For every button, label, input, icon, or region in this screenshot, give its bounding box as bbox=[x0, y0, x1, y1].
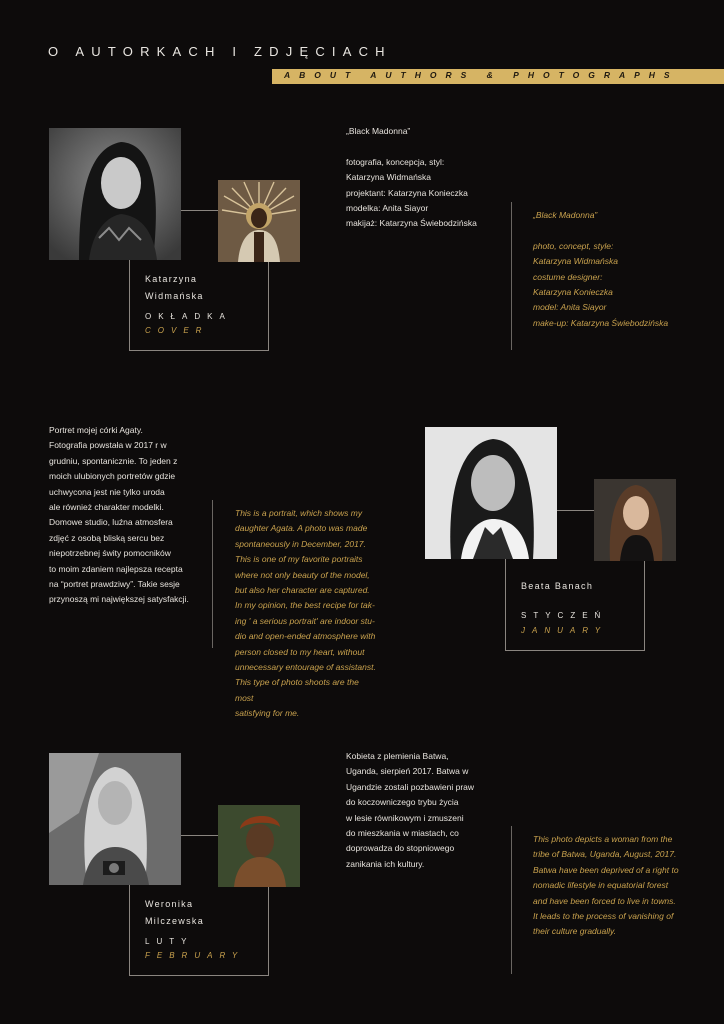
text-line: uchwycona jest nie tylko uroda bbox=[49, 486, 165, 497]
text-line: moich ulubionych portretów gdzie bbox=[49, 471, 176, 482]
connector-line bbox=[557, 510, 594, 511]
divider-line bbox=[511, 826, 512, 974]
text-line: This is a portrait, which shows my bbox=[235, 508, 363, 518]
text-line: costume designer: bbox=[533, 271, 603, 282]
description-pl bbox=[49, 423, 192, 608]
text-line: na “portret prawdziwy”. Takie sesje bbox=[49, 579, 180, 590]
author-portrait-photo bbox=[49, 753, 181, 885]
text-line: and have been forced to live in towns. bbox=[533, 895, 676, 906]
connector-line bbox=[181, 835, 218, 836]
text-line: fotografia, koncepcja, styl: bbox=[346, 156, 445, 167]
author-name bbox=[145, 271, 204, 305]
text-line: przynoszą mi największej satysfakcji. bbox=[49, 594, 189, 605]
connector-line bbox=[181, 210, 218, 211]
author-last-name: Milczewska bbox=[145, 916, 205, 926]
page-subtitle: ABOUT AUTHORS & PHOTOGRAPHS bbox=[284, 70, 679, 80]
text-line: Katarzyna Widmańska bbox=[533, 256, 618, 267]
description-pl bbox=[346, 749, 489, 872]
text-line: Uganda, sierpień 2017. Batwa w bbox=[346, 766, 469, 777]
text-line: Fotografia powstała w 2017 r w bbox=[49, 440, 167, 451]
text-line: This type of photo shoots are the most bbox=[235, 677, 359, 703]
divider-line bbox=[212, 500, 213, 648]
text-line: ale również charakter modelki. bbox=[49, 502, 164, 513]
author-portrait-photo bbox=[49, 128, 181, 260]
month-label-en: COVER bbox=[145, 326, 209, 335]
text-line: Domowe studio, luźna atmosfera bbox=[49, 517, 173, 528]
text-line: modelka: Anita Siayor bbox=[346, 203, 429, 214]
text-line: „Black Madonna” bbox=[346, 126, 411, 136]
month-label-pl: STYCZEŃ bbox=[521, 611, 608, 620]
author-name bbox=[145, 896, 204, 930]
text-line: spontaneously in December, 2017. bbox=[235, 538, 366, 549]
text-line: In my opinion, the best recipe for tak- bbox=[235, 600, 375, 611]
text-line: w lesie równikowym i zmuszeni bbox=[346, 812, 464, 823]
description-en bbox=[235, 506, 379, 722]
text-line bbox=[533, 223, 668, 238]
text-line: projektant: Katarzyna Konieczka bbox=[346, 187, 468, 198]
text-line: zdjęć z osobą bliską sercu bez bbox=[49, 532, 165, 543]
text-line: dio and open-ended atmosphere with bbox=[235, 631, 376, 642]
month-label-pl: LUTY bbox=[145, 937, 194, 946]
page-title: O AUTORKACH I ZDJĘCIACH bbox=[48, 44, 392, 59]
text-line: but also her character are captured. bbox=[235, 585, 370, 596]
text-line: Portret mojej córki Agaty. bbox=[49, 425, 143, 435]
author-first-name: Katarzyna bbox=[145, 274, 198, 284]
text-line: Batwa have been deprived of a right to bbox=[533, 864, 679, 875]
text-line: zanikania ich kultury. bbox=[346, 858, 425, 869]
text-line: Katarzyna Widmańska bbox=[346, 172, 432, 183]
text-line bbox=[346, 139, 477, 154]
description-en bbox=[533, 208, 668, 331]
text-line: tribe of Batwa, Uganda, August, 2017. bbox=[533, 849, 677, 860]
text-line: It leads to the process of vanishing of bbox=[533, 911, 674, 922]
description-en bbox=[533, 832, 679, 940]
divider-line bbox=[511, 202, 512, 350]
text-line: make-up: Katarzyna Świebodzińska bbox=[533, 317, 669, 328]
author-portrait-photo bbox=[425, 427, 557, 559]
text-line: nomadic lifestyle in equatorial forest bbox=[533, 880, 669, 891]
text-line: Katarzyna Konieczka bbox=[533, 287, 613, 298]
text-line: do koczowniczego trybu życia bbox=[346, 797, 459, 808]
text-line: where not only beauty of the model, bbox=[235, 569, 370, 580]
month-label-en: FEBRUARY bbox=[145, 951, 245, 960]
month-label-en: JANUARY bbox=[521, 626, 608, 635]
text-line: model: Anita Siayor bbox=[533, 302, 607, 313]
description-pl bbox=[346, 124, 477, 232]
text-line: photo, concept, style: bbox=[533, 240, 614, 251]
text-line: niepotrzebnej świty pomocników bbox=[49, 548, 171, 559]
text-line: to moim zdaniem najlepsza recepta bbox=[49, 563, 183, 574]
text-line: unnecessary entourage of assistanst. bbox=[235, 662, 376, 673]
author-first-name: Weronika bbox=[145, 899, 194, 909]
text-line: „Black Madonna” bbox=[533, 210, 598, 220]
text-line: makijaż: Katarzyna Świebodzińska bbox=[346, 218, 477, 229]
text-line: ing ' a serious portrait' are indoor stu- bbox=[235, 615, 375, 626]
text-line: grudniu, spontanicznie. To jeden z bbox=[49, 455, 178, 466]
text-line: daughter Agata. A photo was made bbox=[235, 523, 368, 534]
author-last-name: Widmańska bbox=[145, 291, 204, 301]
text-line: This is one of my favorite portraits bbox=[235, 554, 363, 565]
portrait-photo-agata bbox=[594, 479, 676, 561]
cover-photo-black-madonna bbox=[218, 180, 300, 262]
portrait-photo-batwa-woman bbox=[218, 805, 300, 887]
text-line: Kobieta z plemienia Batwa, bbox=[346, 751, 449, 761]
text-line: their culture gradually. bbox=[533, 926, 616, 937]
text-line: This photo depicts a woman from the bbox=[533, 834, 673, 844]
text-line: person closed to my heart, without bbox=[235, 646, 365, 657]
text-line: doprowadza do stopniowego bbox=[346, 843, 455, 854]
text-line: do mieszkania w miastach, co bbox=[346, 828, 459, 839]
text-line: satisfying for me. bbox=[235, 708, 300, 719]
text-line: Ugandzie zostali pozbawieni praw bbox=[346, 781, 475, 792]
month-label-pl: OKŁADKA bbox=[145, 312, 232, 321]
author-name: Beata Banach bbox=[521, 581, 594, 591]
